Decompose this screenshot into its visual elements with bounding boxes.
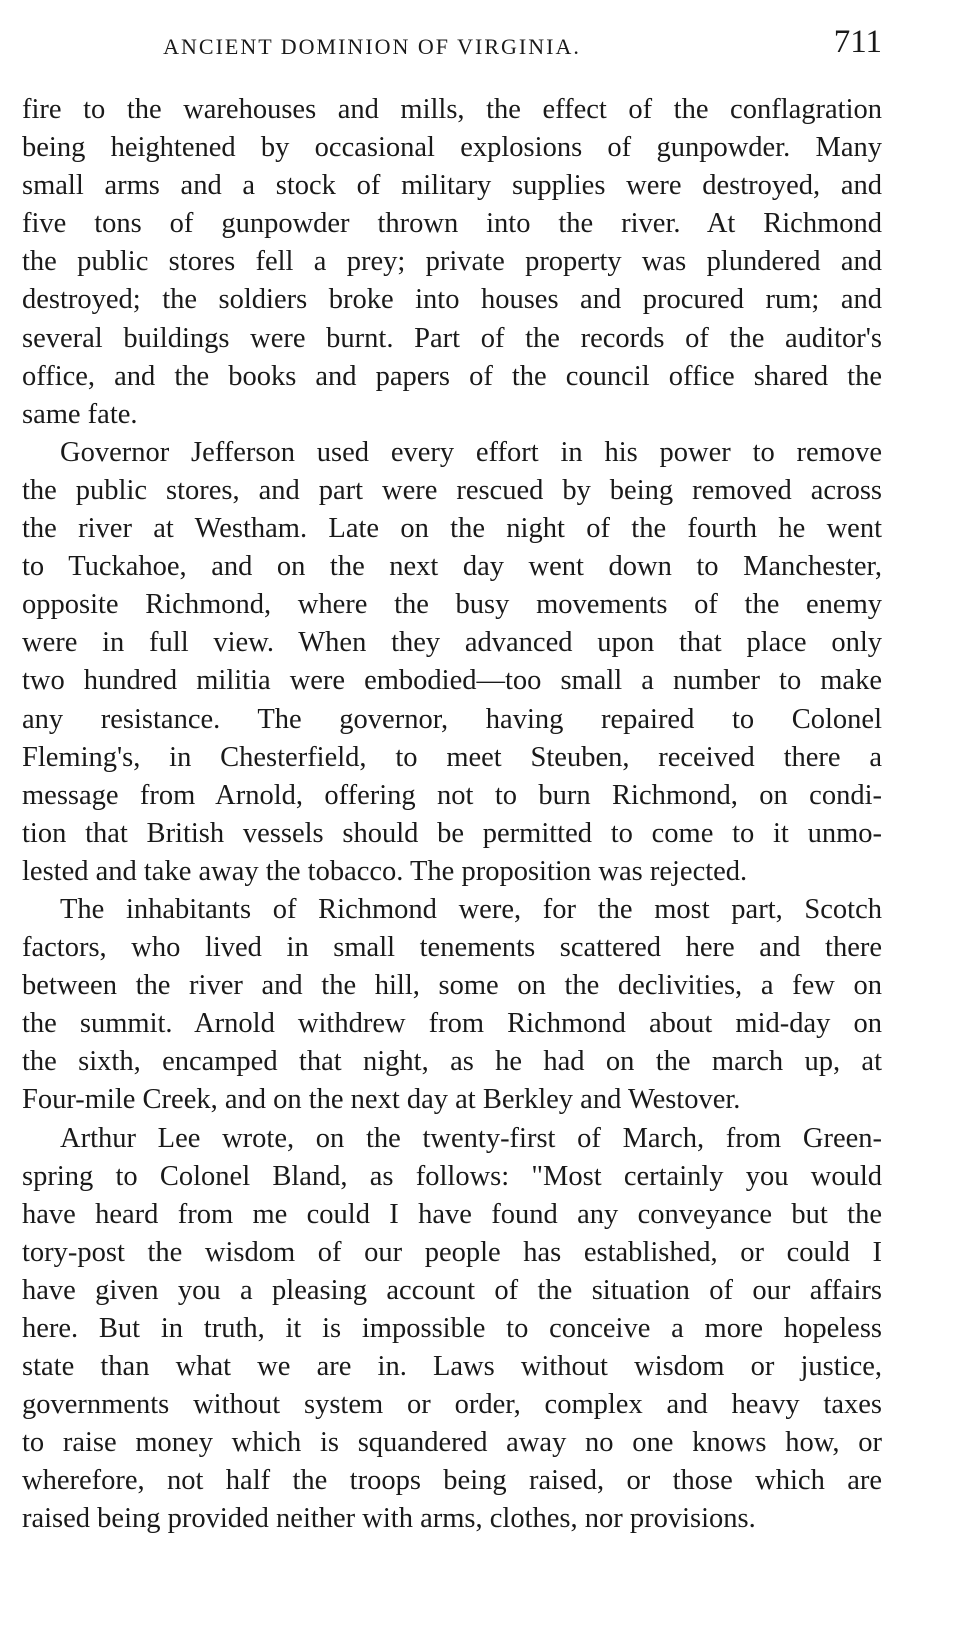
text-line: small arms and a stock of military supplies were destroyed, and <box>22 170 882 202</box>
text-line: opposite Richmond, where the busy movements of the enemy <box>22 589 882 621</box>
text-line: spring to Colonel Bland, as follows: "Most certainly you would <box>22 1160 882 1192</box>
text-line: were in full view. When they advanced upon that place only <box>22 627 882 659</box>
text-line: tory-post the wisdom of our people has established, or could I <box>22 1236 882 1268</box>
text-line: the summit. Arnold withdrew from Richmond about mid-day on <box>22 1008 882 1040</box>
text-line: Fleming's, in Chesterfield, to meet Steuben, received there a <box>22 741 882 773</box>
text-line: have given you a pleasing account of the situation of our affairs <box>22 1274 882 1306</box>
text-line: several buildings were burnt. Part of the records of the auditor's <box>22 322 882 354</box>
text-line: to Tuckahoe, and on the next day went down to Manchester, <box>22 551 882 583</box>
text-line: governments without system or order, complex and heavy taxes <box>22 1389 882 1421</box>
text-line: the public stores fell a prey; private property was plundered and <box>22 246 882 278</box>
text-line: between the river and the hill, some on the declivities, a few on <box>22 970 882 1002</box>
text-line: five tons of gunpowder thrown into the river. At Richmond <box>22 208 882 240</box>
text-line: Governor Jefferson used every effort in his power to remove <box>60 436 882 468</box>
text-line: any resistance. The governor, having repaired to Colonel <box>22 703 882 735</box>
text-line: same fate. <box>22 398 138 430</box>
text-line: The inhabitants of Richmond were, for the most part, Scotch <box>60 893 882 925</box>
paragraph <box>22 434 882 891</box>
text-line: Arthur Lee wrote, on the twenty-first of March, from Green- <box>60 1122 882 1154</box>
text-line: to raise money which is squandered away no one knows how, or <box>22 1427 882 1459</box>
paragraph <box>22 1120 882 1539</box>
page-number: 711 <box>833 24 882 60</box>
running-title: ANCIENT DOMINION OF VIRGINIA. <box>163 34 581 59</box>
text-line: have heard from me could I have found any conveyance but the <box>22 1198 882 1230</box>
text-line: the public stores, and part were rescued by being removed across <box>22 474 882 506</box>
text-line: two hundred militia were embodied—too small a number to make <box>22 665 882 697</box>
text-line: Four-mile Creek, and on the next day at Berkley and Westover. <box>22 1084 741 1116</box>
paragraph <box>22 91 882 434</box>
text-line: fire to the warehouses and mills, the effect of the conflagration <box>22 94 882 125</box>
text-line: state than what we are in. Laws without wisdom or justice, <box>22 1351 882 1383</box>
text-line: here. But in truth, it is impossible to conceive a more hopeless <box>22 1313 882 1344</box>
text-line: message from Arnold, offering not to burn Richmond, on condi- <box>22 779 882 811</box>
text-line: being heightened by occasional explosions of gunpowder. Many <box>22 132 882 164</box>
text-line: destroyed; the soldiers broke into houses and procured rum; and <box>22 284 882 316</box>
paragraph <box>22 891 882 1120</box>
text-line: lested and take away the tobacco. The proposition was rejected. <box>22 855 748 887</box>
text-line: factors, who lived in small tenements scattered here and there <box>22 932 882 964</box>
text-line: the sixth, encamped that night, as he had on the march up, at <box>22 1046 882 1078</box>
text-line: wherefore, not half the troops being raised, or those which are <box>22 1465 882 1497</box>
body-text <box>22 91 882 1539</box>
text-line: raised being provided neither with arms, clothes, nor provisions. <box>22 1503 756 1535</box>
running-head <box>22 16 882 64</box>
text-line: the river at Westham. Late on the night of the fourth he went <box>22 513 882 545</box>
text-line: tion that British vessels should be permitted to come to it unmo- <box>22 817 882 849</box>
text-line: office, and the books and papers of the council office shared the <box>22 360 882 392</box>
